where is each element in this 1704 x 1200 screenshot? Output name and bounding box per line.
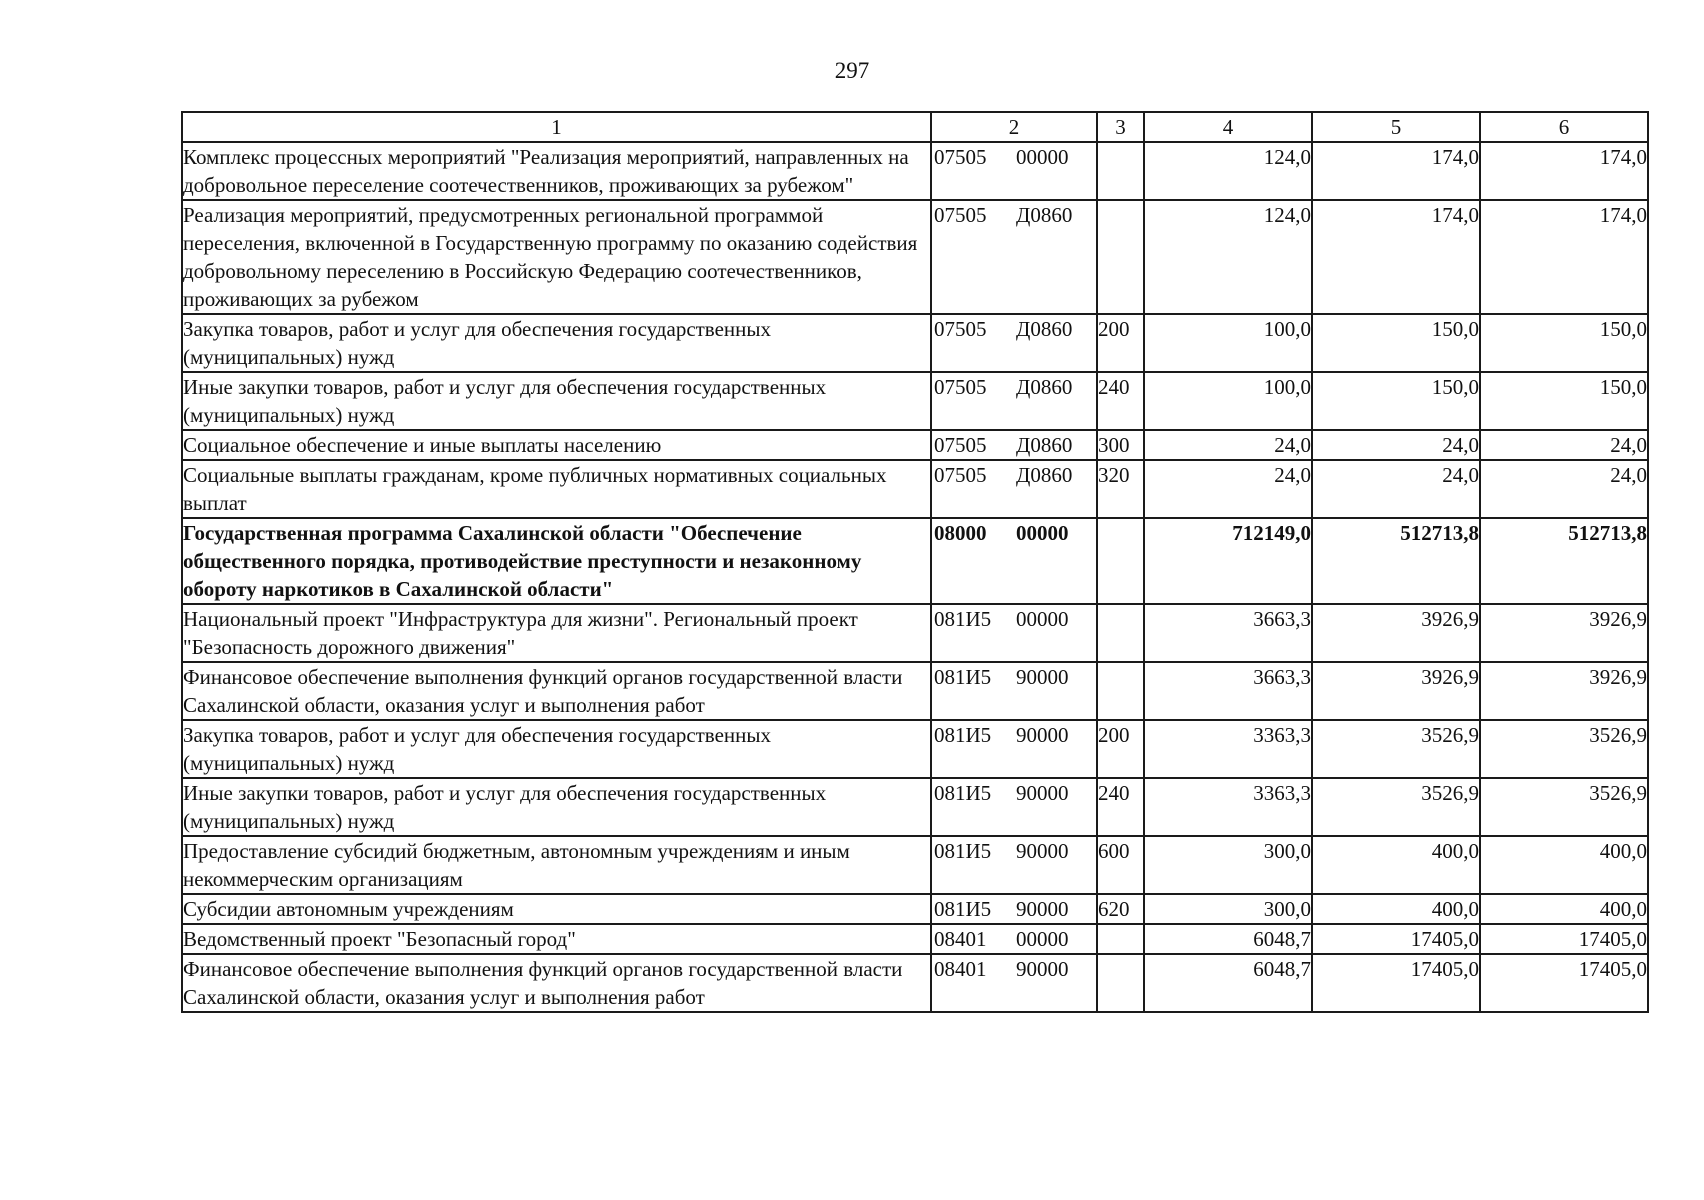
table-row	[182, 142, 1648, 200]
table-row	[182, 460, 1648, 518]
row-code	[931, 142, 1097, 200]
program-code: 07505	[934, 375, 987, 399]
row-value-col4: 3363,3	[1144, 778, 1312, 836]
row-value-col4: 100,0	[1144, 372, 1312, 430]
row-value-col6: 174,0	[1480, 200, 1648, 314]
row-name: Государственная программа Сахалинской области "Обеспечение общественного порядка, противодействие преступности и незаконному обороту наркотиков в Сахалинской области"	[182, 518, 931, 604]
row-value-col6: 17405,0	[1480, 924, 1648, 954]
row-code	[931, 720, 1097, 778]
row-code	[931, 894, 1097, 924]
table-row	[182, 430, 1648, 460]
row-name: Реализация мероприятий, предусмотренных региональной программой переселения, включенной в Государственную программу по оказанию содействия добровольному переселению в Российскую Федерацию соотечественников, проживающих за рубежом	[182, 200, 931, 314]
row-code	[931, 460, 1097, 518]
row-code	[931, 314, 1097, 372]
row-expense-type: 200	[1097, 314, 1144, 372]
row-name: Социальные выплаты гражданам, кроме публичных нормативных социальных выплат	[182, 460, 931, 518]
row-value-col4: 24,0	[1144, 460, 1312, 518]
program-code: 081И5	[934, 781, 992, 805]
row-value-col5: 17405,0	[1312, 924, 1480, 954]
row-value-col6: 24,0	[1480, 430, 1648, 460]
direction-code: 90000	[1016, 897, 1069, 921]
direction-code: 00000	[1016, 927, 1069, 951]
row-expense-type	[1097, 142, 1144, 200]
table-row	[182, 924, 1648, 954]
row-name: Финансовое обеспечение выполнения функций органов государственной власти Сахалинской области, оказания услуг и выполнения работ	[182, 662, 931, 720]
row-value-col5: 3526,9	[1312, 720, 1480, 778]
row-value-col6: 3926,9	[1480, 662, 1648, 720]
row-value-col6: 150,0	[1480, 372, 1648, 430]
row-value-col5: 174,0	[1312, 200, 1480, 314]
row-name: Финансовое обеспечение выполнения функций органов государственной власти Сахалинской области, оказания услуг и выполнения работ	[182, 954, 931, 1012]
direction-code: 90000	[1016, 781, 1069, 805]
row-value-col6: 400,0	[1480, 836, 1648, 894]
row-value-col6: 174,0	[1480, 142, 1648, 200]
budget-table	[181, 111, 1649, 1013]
direction-code: 00000	[1016, 607, 1069, 631]
direction-code: Д0860	[1016, 317, 1073, 341]
table-row	[182, 200, 1648, 314]
direction-code: Д0860	[1016, 203, 1073, 227]
row-value-col5: 24,0	[1312, 460, 1480, 518]
table-row	[182, 662, 1648, 720]
row-code	[931, 372, 1097, 430]
table-body	[182, 142, 1648, 1012]
program-code: 081И5	[934, 723, 992, 747]
row-name: Закупка товаров, работ и услуг для обеспечения государственных (муниципальных) нужд	[182, 720, 931, 778]
row-expense-type	[1097, 924, 1144, 954]
column-header: 5	[1312, 112, 1480, 142]
row-value-col6: 512713,8	[1480, 518, 1648, 604]
table-row	[182, 894, 1648, 924]
table-row	[182, 372, 1648, 430]
row-value-col5: 3926,9	[1312, 662, 1480, 720]
direction-code: 90000	[1016, 665, 1069, 689]
row-value-col5: 150,0	[1312, 314, 1480, 372]
row-expense-type: 200	[1097, 720, 1144, 778]
row-code	[931, 954, 1097, 1012]
row-expense-type: 240	[1097, 778, 1144, 836]
row-value-col5: 3526,9	[1312, 778, 1480, 836]
row-value-col4: 24,0	[1144, 430, 1312, 460]
row-name: Социальное обеспечение и иные выплаты населению	[182, 430, 931, 460]
row-value-col4: 3363,3	[1144, 720, 1312, 778]
row-value-col5: 512713,8	[1312, 518, 1480, 604]
program-code: 07505	[934, 317, 987, 341]
row-value-col6: 150,0	[1480, 314, 1648, 372]
table-row	[182, 778, 1648, 836]
table-row	[182, 720, 1648, 778]
row-code	[931, 200, 1097, 314]
row-name: Иные закупки товаров, работ и услуг для обеспечения государственных (муниципальных) нужд	[182, 778, 931, 836]
program-code: 08401	[934, 927, 987, 951]
row-code	[931, 836, 1097, 894]
table-row	[182, 836, 1648, 894]
table-row	[182, 314, 1648, 372]
program-code: 081И5	[934, 839, 992, 863]
row-expense-type: 300	[1097, 430, 1144, 460]
program-code: 08000	[934, 521, 987, 545]
row-value-col6: 3526,9	[1480, 778, 1648, 836]
row-name: Закупка товаров, работ и услуг для обеспечения государственных (муниципальных) нужд	[182, 314, 931, 372]
column-header: 1	[182, 112, 931, 142]
row-expense-type: 240	[1097, 372, 1144, 430]
row-value-col5: 174,0	[1312, 142, 1480, 200]
row-value-col4: 3663,3	[1144, 604, 1312, 662]
row-name: Комплекс процессных мероприятий "Реализация мероприятий, направленных на добровольное переселение соотечественников, проживающих за рубежом"	[182, 142, 931, 200]
row-value-col5: 150,0	[1312, 372, 1480, 430]
row-value-col4: 100,0	[1144, 314, 1312, 372]
row-code	[931, 778, 1097, 836]
row-value-col6: 3926,9	[1480, 604, 1648, 662]
program-code: 081И5	[934, 665, 992, 689]
column-header: 6	[1480, 112, 1648, 142]
page-number: 297	[834, 58, 870, 83]
row-value-col6: 3526,9	[1480, 720, 1648, 778]
row-value-col4: 6048,7	[1144, 954, 1312, 1012]
table-row	[182, 954, 1648, 1012]
program-code: 081И5	[934, 607, 992, 631]
row-name: Иные закупки товаров, работ и услуг для обеспечения государственных (муниципальных) нужд	[182, 372, 931, 430]
row-value-col4: 6048,7	[1144, 924, 1312, 954]
program-code: 081И5	[934, 897, 992, 921]
row-expense-type	[1097, 954, 1144, 1012]
row-value-col4: 3663,3	[1144, 662, 1312, 720]
column-header: 4	[1144, 112, 1312, 142]
row-expense-type	[1097, 200, 1144, 314]
direction-code: Д0860	[1016, 375, 1073, 399]
row-expense-type: 620	[1097, 894, 1144, 924]
column-header: 3	[1097, 112, 1144, 142]
direction-code: 90000	[1016, 839, 1069, 863]
row-name: Ведомственный проект "Безопасный город"	[182, 924, 931, 954]
column-header: 2	[931, 112, 1097, 142]
direction-code: Д0860	[1016, 463, 1073, 487]
row-expense-type	[1097, 518, 1144, 604]
row-value-col5: 17405,0	[1312, 954, 1480, 1012]
program-code: 07505	[934, 145, 987, 169]
row-value-col5: 400,0	[1312, 836, 1480, 894]
row-expense-type: 320	[1097, 460, 1144, 518]
table-row	[182, 518, 1648, 604]
direction-code: 90000	[1016, 957, 1069, 981]
row-value-col4: 300,0	[1144, 836, 1312, 894]
row-expense-type	[1097, 662, 1144, 720]
row-expense-type: 600	[1097, 836, 1144, 894]
row-value-col4: 124,0	[1144, 200, 1312, 314]
row-expense-type	[1097, 604, 1144, 662]
row-value-col6: 17405,0	[1480, 954, 1648, 1012]
row-name: Национальный проект "Инфраструктура для жизни". Региональный проект "Безопасность дорожного движения"	[182, 604, 931, 662]
table-row	[182, 604, 1648, 662]
direction-code: 00000	[1016, 145, 1069, 169]
row-value-col6: 400,0	[1480, 894, 1648, 924]
row-value-col5: 3926,9	[1312, 604, 1480, 662]
row-name: Субсидии автономным учреждениям	[182, 894, 931, 924]
row-value-col6: 24,0	[1480, 460, 1648, 518]
row-code	[931, 924, 1097, 954]
row-value-col5: 400,0	[1312, 894, 1480, 924]
direction-code: 90000	[1016, 723, 1069, 747]
row-value-col4: 124,0	[1144, 142, 1312, 200]
direction-code: 00000	[1016, 521, 1069, 545]
program-code: 07505	[934, 463, 987, 487]
row-code	[931, 518, 1097, 604]
program-code: 07505	[934, 433, 987, 457]
header-row	[182, 112, 1648, 142]
direction-code: Д0860	[1016, 433, 1073, 457]
program-code: 07505	[934, 203, 987, 227]
row-value-col5: 24,0	[1312, 430, 1480, 460]
row-code	[931, 430, 1097, 460]
row-value-col4: 300,0	[1144, 894, 1312, 924]
row-code	[931, 662, 1097, 720]
row-value-col4: 712149,0	[1144, 518, 1312, 604]
row-name: Предоставление субсидий бюджетным, автономным учреждениям и иным некоммерческим организациям	[182, 836, 931, 894]
row-code	[931, 604, 1097, 662]
program-code: 08401	[934, 957, 987, 981]
